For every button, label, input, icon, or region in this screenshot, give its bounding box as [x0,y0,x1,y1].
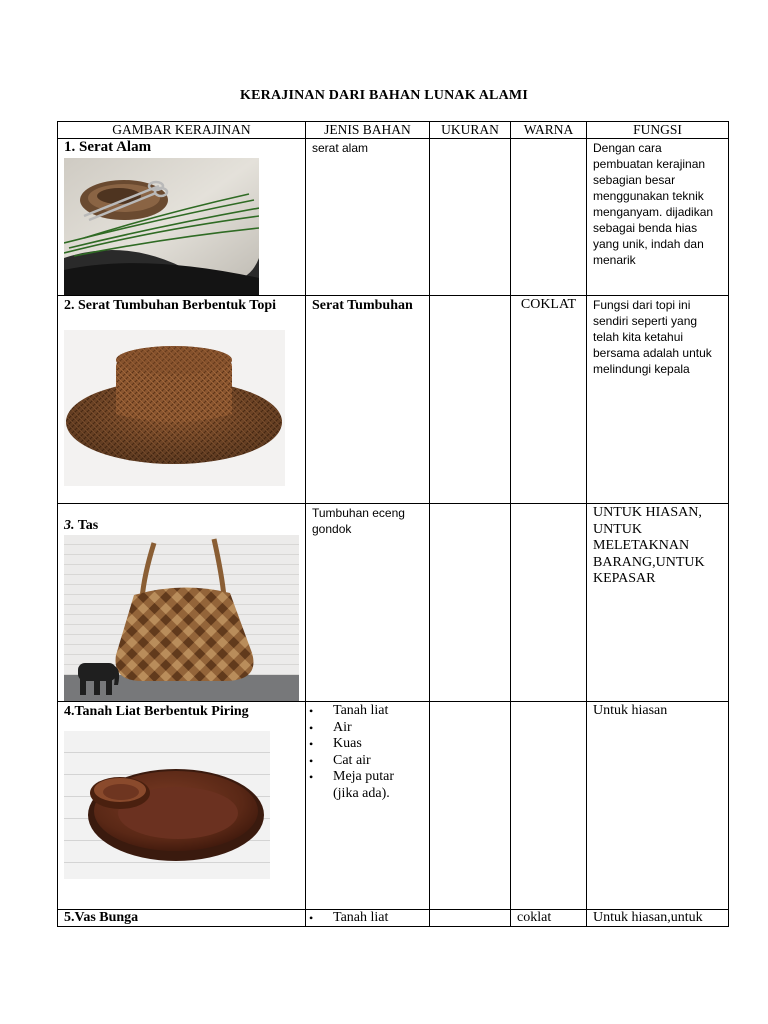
table-row [58,702,729,910]
document-title: KERAJINAN DARI BAHAN LUNAK ALAMI [240,88,528,103]
ukuran-text [430,296,510,297]
ukuran-cell [430,139,511,296]
row-label-text: Tas [77,518,99,533]
ukuran-cell [430,910,511,927]
fungsi-cell [587,702,729,910]
list-item: • Tanah liat [333,703,429,720]
ukuran-cell [430,296,511,504]
fungsi-text: Dengan cara pembuatan kerajinan sebagian besar menggunakan teknik menganyam. dijadikan sebagai benda hias yang unik, indah dan menarik [593,141,714,267]
header-warna: WARNA [511,122,587,139]
fungsi-cell [587,504,729,702]
warna-cell [511,139,587,296]
craft-table [57,121,729,927]
gambar-cell [58,139,306,296]
fungsi-cell [587,296,729,504]
ukuran-text [430,504,510,505]
warna-text: coklat [517,910,552,925]
gambar-cell [58,910,306,927]
jenis-bahan-list [306,702,429,802]
gambar-cell [58,504,306,702]
jenis-bahan-text: Tumbuhan eceng gondok [312,506,405,536]
list-item: • Cat air [333,753,429,770]
ukuran-text [430,702,510,703]
table-row [58,504,729,702]
fungsi-cell [587,910,729,927]
fungsi-text: Untuk hiasan,untuk [593,910,703,925]
header-ukuran: UKURAN [430,122,511,139]
ukuran-cell [430,702,511,910]
row-label: 2. Serat Tumbuhan Berbentuk Topi [64,298,277,313]
table-row [58,296,729,504]
jenis-bahan-text: serat alam [312,141,369,155]
header-fungsi: FUNGSI [587,122,729,139]
header-jenis-bahan: JENIS BAHAN [306,122,430,139]
warna-cell [511,910,587,927]
warna-cell [511,296,587,504]
gambar-cell [58,702,306,910]
gambar-cell [58,296,306,504]
jenis-bahan-cell [306,296,430,504]
ukuran-cell [430,504,511,702]
jenis-bahan-text: Serat Tumbuhan [312,298,413,313]
ukuran-text [430,910,510,911]
list-item: • Air [333,720,429,737]
header-gambar: GAMBAR KERAJINAN [58,122,306,139]
row-label [58,517,305,534]
table-header-row [58,122,729,139]
jenis-bahan-cell [306,910,430,927]
row-label-number: 3. [64,518,75,533]
clay-plate-image [64,731,270,879]
plate-photo-illustration [64,731,270,879]
ukuran-text [430,139,510,140]
fungsi-text: Fungsi dari topi ini sendiri seperti yang telah kita ketahui bersama adalah untuk melindungi kepala [593,298,712,376]
table-row [58,910,729,927]
table-row [58,139,729,296]
warna-text: COKLAT [520,297,577,312]
fibers-photo-illustration [64,158,259,295]
warna-text [511,139,586,140]
warna-text [511,702,586,703]
scissors-and-grass-fibers-image [64,158,259,295]
list-item: • Kuas [333,736,429,753]
row-label: 5.Vas Bunga [64,910,139,925]
row-label: 1. Serat Alam [64,139,152,155]
hat-photo-illustration [64,330,285,486]
fungsi-cell [587,139,729,296]
row-label: 4.Tanah Liat Berbentuk Piring [64,704,249,719]
woven-straw-hat-image [64,330,285,486]
woven-bag-image [64,535,299,701]
fungsi-text: Untuk hiasan [593,703,668,718]
jenis-bahan-cell [306,504,430,702]
fungsi-text: UNTUK HIASAN, UNTUK MELETAKNAN BARANG,UNTUK KEPASAR [593,505,705,586]
bag-photo-illustration [64,535,299,701]
warna-text [511,504,586,505]
jenis-bahan-cell [306,702,430,910]
jenis-bahan-cell [306,139,430,296]
list-item: • Meja putar (jika ada). [333,769,429,802]
warna-cell [511,702,587,910]
warna-cell [511,504,587,702]
list-item: • Tanah liat [333,910,429,926]
jenis-bahan-list [306,910,429,926]
